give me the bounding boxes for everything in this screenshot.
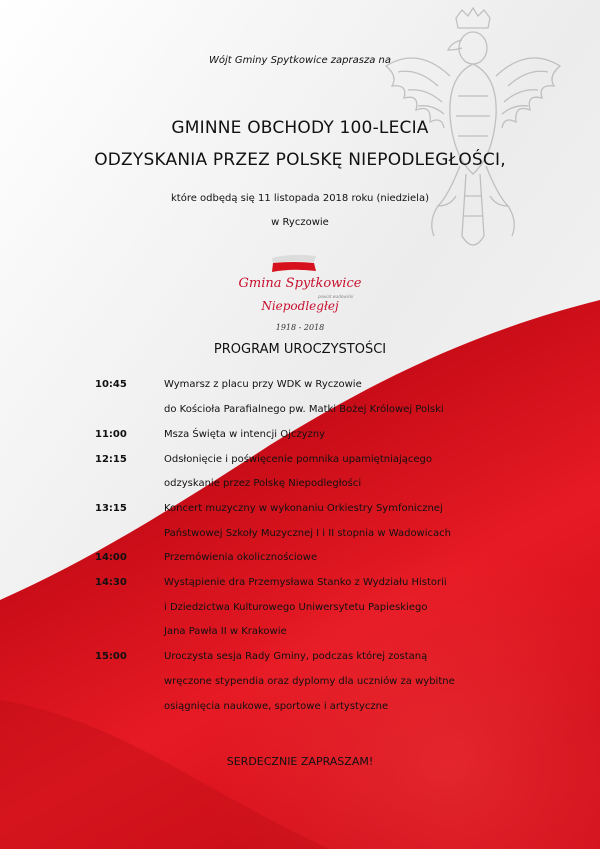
program-line: Wymarsz z placu przy WDK w Ryczowie <box>164 379 362 390</box>
program-line: wręczone stypendia oraz dyplomy dla uczniów za wybitne <box>164 676 455 687</box>
event-date: które odbędą się 11 listopada 2018 roku (niedziela) <box>171 193 429 204</box>
program-line: odzyskanie przez Polskę Niepodległości <box>164 478 362 489</box>
program-line: Jana Pawła II w Krakowie <box>164 626 287 637</box>
title-line-2: ODZYSKANIA PRZEZ POLSKĘ NIEPODLEGŁOŚCI, <box>94 150 506 170</box>
program-title: PROGRAM UROCZYSTOŚCI <box>213 342 387 357</box>
program-line: Msza Święta w intencji Ojczyzny <box>164 429 326 440</box>
program-time: 15:00 <box>95 651 127 662</box>
logo-slogan: Niepodległej <box>261 299 339 313</box>
program-line: Odsłonięcie i poświęcenie pomnika upamiętniającego <box>164 454 433 465</box>
program-time: 14:00 <box>95 552 127 563</box>
program-time: 10:45 <box>95 379 127 390</box>
closing-text: SERDECZNIE ZAPRASZAM! <box>226 755 374 768</box>
logo-powiat: powiat wadowicki <box>318 294 354 299</box>
program-time: 13:15 <box>95 503 127 514</box>
title-line-1: GMINNE OBCHODY 100-LECIA <box>171 118 429 138</box>
program-line: Uroczysta sesja Rady Gminy, podczas której zostaną <box>164 651 428 662</box>
program-line: Państwowej Szkoły Muzycznej I i II stopnia w Wadowicach <box>164 528 451 539</box>
gmina-logo <box>220 252 380 338</box>
program-line: osiągnięcia naukowe, sportowe i artystyczne <box>164 701 389 712</box>
program-line: do Kościoła Parafialnego pw. Matki Bożej Królowej Polski <box>164 404 444 415</box>
program-time: 11:00 <box>95 429 127 440</box>
program-line: Przemówienia okolicznościowe <box>164 552 318 563</box>
intro-text: Wójt Gminy Spytkowice zaprasza na <box>208 55 391 66</box>
program-time: 14:30 <box>95 577 127 588</box>
flag-brush-icon <box>270 252 318 274</box>
logo-years: 1918 - 2018 <box>275 323 325 332</box>
program-time: 12:15 <box>95 454 127 465</box>
logo-gmina-name: Gmina Spytkowice <box>238 276 362 291</box>
event-place: w Ryczowie <box>271 217 329 228</box>
program-line: i Dziedzictwa Kulturowego Uniwersytetu Papieskiego <box>164 602 428 613</box>
program-line: Koncert muzyczny w wykonaniu Orkiestry Symfonicznej <box>164 503 443 514</box>
program-line: Wystąpienie dra Przemysława Stanko z Wydziału Historii <box>164 577 447 588</box>
